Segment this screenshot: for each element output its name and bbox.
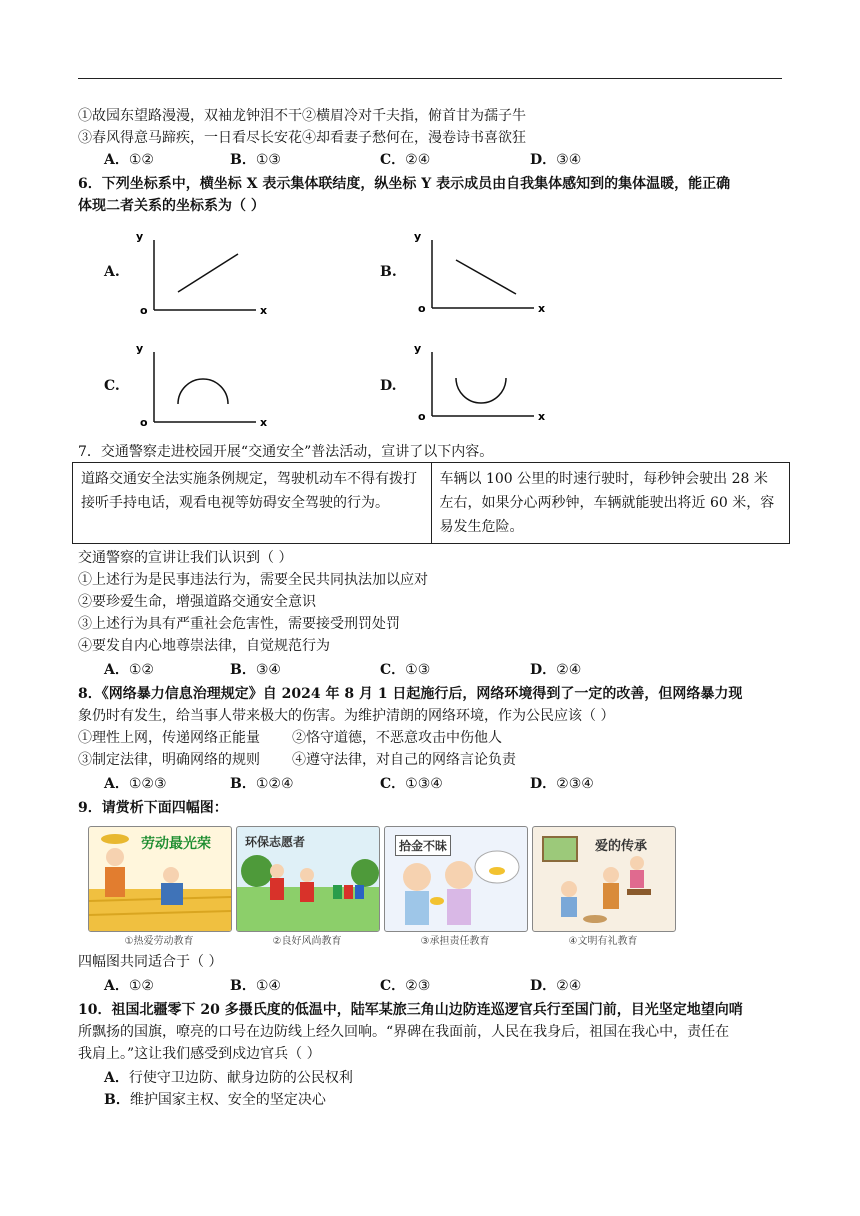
picture-honesty[interactable] xyxy=(384,826,528,932)
option-a[interactable]: A．①② xyxy=(104,662,154,678)
graph-c-label: C. xyxy=(104,378,120,394)
option-d[interactable]: D．②④ xyxy=(530,978,582,994)
poem-line-1: ①故园东望路漫漫，双袖龙钟泪不干②横眉冷对千夫指，俯首甘为孺子牛 xyxy=(78,108,526,124)
y-label: y xyxy=(136,230,144,243)
origin-label: o xyxy=(418,302,426,315)
graph-d[interactable] xyxy=(408,338,558,430)
q8-item-1: ①理性上网，传递网络正能量 xyxy=(78,730,260,746)
graph-a-label: A. xyxy=(104,264,120,280)
q8-stem-1: 8．《网络暴力信息治理规定》自 2024 年 8 月 1 日起施行后，网络环境得到了一定的改善，但网络暴力现 xyxy=(78,686,743,702)
y-label: y xyxy=(136,342,144,355)
option-c[interactable]: C．②④ xyxy=(380,152,431,168)
q8-stem-2: 象仍时有发生，给当事人带来极大的伤害。为维护清朗的网络环境，作为公民应该（ ） xyxy=(78,708,615,724)
picture-caption: ③承担责任教育 xyxy=(420,936,490,947)
picture-caption: ①热爱劳动教育 xyxy=(124,936,194,947)
option-b[interactable]: B．①②④ xyxy=(230,776,294,792)
q9-question: 四幅图共同适合于（ ） xyxy=(78,954,223,970)
q7-item-2: ②要珍爱生命，增强道路交通安全意识 xyxy=(78,594,316,610)
picture-environment[interactable] xyxy=(236,826,380,932)
q7-table xyxy=(72,462,790,544)
valley-curve xyxy=(456,378,506,403)
origin-label: o xyxy=(140,304,148,317)
y-label: y xyxy=(414,230,422,243)
graph-d-label: D. xyxy=(380,378,397,394)
picture-title: 环保志愿者 xyxy=(245,835,306,849)
x-label: x xyxy=(538,410,546,423)
q7-cell-left: 道路交通安全法实施条例规定，驾驶机动车不得有拨打接听手持电话，观看电视等妨碍安全驾驶的行为。 xyxy=(73,463,432,544)
option-a[interactable]: A．①② xyxy=(104,978,154,994)
option-c[interactable]: C．①③④ xyxy=(380,776,443,792)
option-d[interactable]: D．②④ xyxy=(530,662,582,678)
picture-title: 劳动最光荣 xyxy=(141,836,211,852)
q8-item-2: ②恪守道德，不恶意攻击中伤他人 xyxy=(292,730,502,746)
q7-cell-right: 车辆以 100 公里的时速行驶时，每秒钟会驶出 28 米左右，如果分心两秒钟，车辆就能驶出将近 60 米，容易发生危险。 xyxy=(431,463,790,544)
q7-item-3: ③上述行为具有严重社会危害性，需要接受刑罚处罚 xyxy=(78,616,400,632)
q7-stem: 7．交通警察走进校园开展“交通安全”普法活动，宣讲了以下内容。 xyxy=(78,444,494,460)
x-label: x xyxy=(538,302,546,315)
q7-item-1: ①上述行为是民事违法行为，需要全民共同执法加以应对 xyxy=(78,572,428,588)
picture-caption: ④文明有礼教育 xyxy=(568,936,638,947)
q7-question: 交通警察的宣讲让我们认识到（ ） xyxy=(78,550,293,566)
option-c[interactable]: C．②③ xyxy=(380,978,431,994)
q6-stem-2: 体现二者关系的坐标系为（ ） xyxy=(78,198,265,214)
decreasing-line xyxy=(456,260,516,294)
picture-title: 拾金不昧 xyxy=(395,835,451,856)
option-a[interactable]: A．①② xyxy=(104,152,154,168)
graph-b-label: B. xyxy=(380,264,397,280)
q10-stem-1: 10．祖国北疆零下 20 多摄氏度的低温中，陆军某旅三角山边防连巡逻官兵行至国门前，目光坚定地望向哨 xyxy=(78,1002,743,1018)
q10-stem-2: 所飘扬的国旗，嘹亮的口号在边防线上经久回响。“界碑在我面前，人民在我身后，祖国在我心中，责任在 xyxy=(78,1024,730,1040)
header-rule xyxy=(78,78,782,79)
picture-title: 爱的传承 xyxy=(595,839,648,854)
y-label: y xyxy=(414,342,422,355)
arch-curve xyxy=(178,379,228,404)
increasing-line xyxy=(178,254,238,292)
option-d[interactable]: D．②③④ xyxy=(530,776,594,792)
poem-line-2: ③春风得意马蹄疾，一日看尽长安花④却看妻子愁何在，漫卷诗书喜欲狂 xyxy=(78,130,526,146)
x-label: x xyxy=(260,416,268,429)
picture-labor[interactable] xyxy=(88,826,232,932)
q10-stem-3: 我肩上。”这让我们感受到戍边官兵（ ） xyxy=(78,1046,321,1062)
q8-item-4: ④遵守法律，对自己的网络言论负责 xyxy=(292,752,516,768)
option-a[interactable]: A．①②③ xyxy=(104,776,167,792)
option-b[interactable]: B．③④ xyxy=(230,662,281,678)
option-c[interactable]: C．①③ xyxy=(380,662,431,678)
picture-caption: ②良好风尚教育 xyxy=(272,936,342,947)
q9-stem: 9．请赏析下面四幅图： xyxy=(78,800,228,816)
q6-stem-1: 6．下列坐标系中，横坐标 X 表示集体联结度，纵坐标 Y 表示成员由自我集体感知到的集体温暖，能正确 xyxy=(78,176,731,192)
option-d[interactable]: D．③④ xyxy=(530,152,582,168)
graph-a[interactable] xyxy=(130,226,280,318)
graph-b[interactable] xyxy=(408,226,558,318)
option-a[interactable]: A．行使守卫边防、献身边防的公民权利 xyxy=(104,1070,353,1086)
graph-c[interactable] xyxy=(130,338,280,430)
origin-label: o xyxy=(140,416,148,429)
picture-love[interactable] xyxy=(532,826,676,932)
option-b[interactable]: B．①④ xyxy=(230,978,281,994)
origin-label: o xyxy=(418,410,426,423)
x-label: x xyxy=(260,304,268,317)
q9-picture-row xyxy=(88,826,674,946)
q8-item-3: ③制定法律，明确网络的规则 xyxy=(78,752,260,768)
q7-item-4: ④要发自内心地尊崇法律，自觉规范行为 xyxy=(78,638,330,654)
option-b[interactable]: B．①③ xyxy=(230,152,281,168)
option-b[interactable]: B．维护国家主权、安全的坚定决心 xyxy=(104,1092,326,1108)
